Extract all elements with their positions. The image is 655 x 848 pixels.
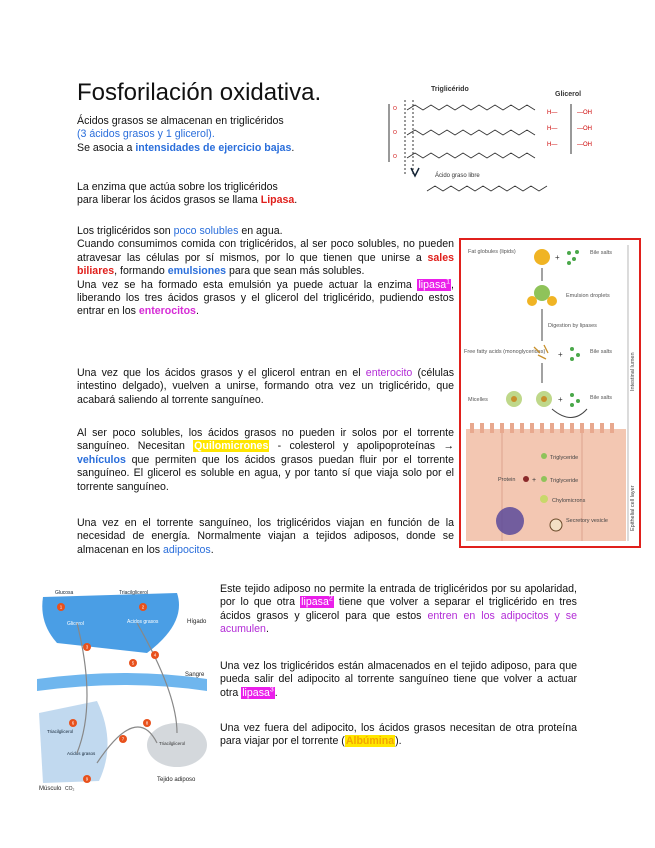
triglyceride-label: Triglyceride <box>550 455 579 461</box>
protein-dot <box>523 476 529 482</box>
micelle-2 <box>536 391 552 407</box>
step-number: 9 <box>85 776 89 782</box>
bile-salts-label-3: Bile salts <box>590 395 613 401</box>
plus-sign-1: + <box>555 253 560 262</box>
trig-adipose-label: Triacilglicerol <box>159 741 186 746</box>
secretory-vesicle <box>550 519 562 531</box>
quilomicrones-highlight: Quilomicrones <box>194 440 269 453</box>
triacilglicerol-label: Triacilglicerol <box>119 590 148 596</box>
step-number: 2 <box>141 604 145 610</box>
glucosa-label: Glucosa <box>55 590 74 596</box>
lipasa2-highlight: lipasa$^2$ <box>301 595 333 609</box>
triglyceride-dot <box>541 453 547 459</box>
triglyceride-dot-2 <box>541 476 547 482</box>
fat-globule <box>534 249 550 265</box>
emulsiones-term: emulsiones <box>167 265 226 278</box>
triglyceride-structure-figure <box>367 80 607 205</box>
step-number: 3 <box>85 644 89 650</box>
micelles-label: Micelles <box>468 397 488 403</box>
glycerol-h-2: H— <box>547 126 558 132</box>
albumin-paragraph: Una vez fuera del adipocito, los ácidos grasos necesitan de otra proteína para viajar por el torrente (Albúmina). <box>220 722 577 748</box>
acidos-grasos-label: Acidos grasos <box>127 619 159 625</box>
enzyme-paragraph <box>77 181 367 208</box>
liver-shape <box>42 593 179 653</box>
epithelial-label: Epithelial cell layer <box>630 485 636 531</box>
tejido-adiposo-label: Tejido adiposo <box>157 777 196 783</box>
triglyceride-label-2: Triglyceride <box>550 478 579 484</box>
bile-salts-label-1: Bile salts <box>590 250 613 256</box>
enterocyte-paragraph: Una vez que los ácidos grasos y el glicerol entran en el enterocito (células intestino delgado), vuelven a unirse, formando otra vez un triglicérido, que acabará saliendo al torrente sanguíneo. <box>77 367 455 406</box>
step-number: 1 <box>59 604 63 610</box>
enterocitos-term: enterocitos <box>138 305 196 318</box>
lipasa3-highlight: lipasa$^3$ <box>242 686 274 699</box>
step-number: 5 <box>131 660 135 666</box>
micelle-1 <box>506 391 522 407</box>
ffa-label: Ácido graso libre <box>435 173 480 179</box>
sangre-label: Sangre <box>185 672 205 678</box>
o-atom-2: O <box>393 130 397 136</box>
adipose-paragraph: Este tejido adiposo no permite la entrada de triglicéridos por su apolaridad, por lo que otra lipasa$^2$ tiene que volver a separar el triglicérido en tres ácidos grasos y glicerol para que estos entren en los adipocitos y se acumulen. <box>220 583 577 636</box>
low-intensity-highlight: intensidades de ejercicio bajas <box>135 141 292 154</box>
chylomicrons-label: Chylomicrons <box>552 498 586 504</box>
albumina-highlight: Albúmina <box>345 735 395 748</box>
step-number: 8 <box>145 720 149 726</box>
trig-label: Triglicérido <box>431 86 469 93</box>
step-number: 4 <box>153 652 157 658</box>
glycerol-oh-1: —OH <box>577 110 592 116</box>
intro-paragraph <box>77 115 357 155</box>
sales-biliares-term: sales biliares <box>77 251 454 278</box>
bloodstream-paragraph: Una vez en el torrente sanguíneo, los triglicéridos viajan en función de la necesidad de energía. Normalmente viajan a tejidos adiposos, donde se almacenan en los adipocitos. <box>77 517 454 556</box>
trig-musculo-label: Triacilglicerol <box>47 729 74 734</box>
ffa-monoglycerides-label: Free fatty acids (monoglycerides) <box>464 349 546 355</box>
emulsion-label: Emulsion droplets <box>566 293 610 299</box>
lipasa-term: Lipasa <box>260 194 295 207</box>
o-atom-1: O <box>393 106 397 112</box>
co2-label: CO₂ <box>65 786 75 792</box>
musculo-label: Músculo <box>39 786 62 792</box>
glycerol-label: Glicerol <box>555 91 582 98</box>
chylomicron-paragraph: Al ser poco solubles, los ácidos grasos no pueden ir solos por el torrente sanguíneo. Necesitan Quilomicrones - colesterol y apolipoproteínas → vehículos que permiten que los ácidos grasos puedan fluir por el torrente sanguíneo. El glicerol es soluble en agua, y por tanto sí que viaja solo por el torrente sanguíneo. <box>77 427 455 493</box>
page-title: Fosforilación oxidativa. <box>77 79 322 106</box>
intro-line-2: (3 ácidos grasos y 1 glicerol). <box>77 128 215 141</box>
blood-vessel <box>37 673 207 691</box>
intro-line-1: Ácidos grasos se almacenan en triglicéridos <box>77 115 284 127</box>
glycerol-oh-3: —OH <box>577 142 592 148</box>
intestine-digestion-figure <box>462 241 638 545</box>
chylomicron-dot <box>540 495 548 503</box>
muscle-shape <box>39 701 108 783</box>
lipid-transport-organs-figure <box>37 583 215 793</box>
higado-label: Hígado <box>187 619 207 625</box>
plus-sign-2: + <box>558 350 563 359</box>
bile-salts-label-2: Bile salts <box>590 349 613 355</box>
release-paragraph: Una vez los triglicéridos están almacenados en el tejido adiposo, para que pueda salir del adipocito al torrente sanguíneo tiene que volver a actuar otra lipasa$^3$. <box>220 660 577 699</box>
solubility-paragraph: Los triglicéridos son poco solubles en agua. Cuando consumimos comida con triglicéridos, al ser poco solubles, no pueden atravesar las células por sí mismos, por lo que tienen que unirse a sales biliares, formando emulsiones para que sean más solubles. Una vez se ha formado esta emulsión ya puede actuar la enzima lipasa$^1$, liberando los tres ácidos grasos y el glicerol del triglicérido, pudiendo estos entrar en los enterocitos. <box>77 225 454 318</box>
nucleus <box>496 507 524 535</box>
fat-globules-label: Fat globules (lipids) <box>468 249 516 255</box>
secretory-label: Secretory vesicle <box>566 518 608 524</box>
acidos-musculo-label: Acidos grasos <box>67 751 96 756</box>
glycerol-h-1: H— <box>547 110 558 116</box>
lumen-label: Intestinal lumen <box>630 352 636 391</box>
lipasa1-highlight: lipasa$^1$ <box>418 278 451 291</box>
enzyme-line-1: La enzima que actúa sobre los triglicéridos <box>77 181 278 193</box>
enzyme-line-2: para liberar los ácidos grasos se llama Lipasa. <box>77 194 298 207</box>
glycerol-oh-2: —OH <box>577 126 592 132</box>
glycerol-h-3: H— <box>547 142 558 148</box>
digestion-label: Digestion by lipases <box>548 323 597 329</box>
o-atom-3: O <box>393 154 397 160</box>
epithelial-cell-layer <box>466 429 626 541</box>
intro-line-3: Se asocia a intensidades de ejercicio bajas. <box>77 141 295 154</box>
step-number: 6 <box>71 720 75 726</box>
plus-sign-4: + <box>532 477 537 484</box>
microvilli <box>470 423 614 433</box>
glicerol-label: Glicerol <box>67 621 84 627</box>
protein-label: Protein <box>498 477 516 483</box>
plus-sign-3: + <box>558 395 563 404</box>
step-number: 7 <box>121 736 125 742</box>
